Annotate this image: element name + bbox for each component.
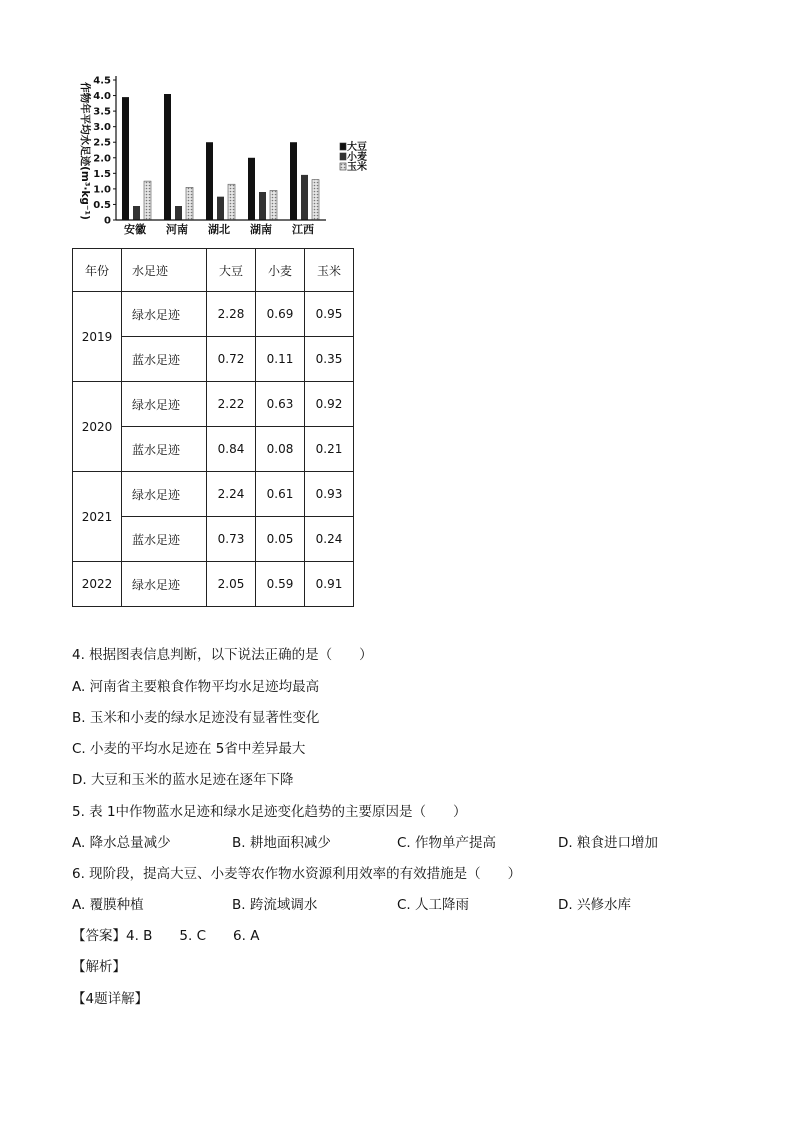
table-row [73,562,354,607]
table-value-cell: 0.92 [305,382,354,427]
table-header-row [73,249,354,292]
table-value-cell: 0.59 [256,562,305,607]
y-tick-label: 2.0 [93,153,111,165]
question-4-option-c: C. 小麦的平均水足迹在 5省中差异最大 [72,741,306,757]
y-tick-label: 1.5 [93,168,111,180]
table-row [73,292,354,337]
table-year-cell: 2020 [73,382,122,472]
question-5-option-a: A. 降水总量减少 [72,835,171,851]
question-5-option-d: D. 粮食进口增加 [558,835,658,851]
legend-label: 大豆 [347,142,367,153]
table-year-cell: 2021 [73,472,122,562]
table-type-cell: 绿水足迹 [122,562,207,607]
question-6-option-a: A. 覆膜种植 [72,897,144,913]
question-6: 6. 现阶段，提高大豆、小麦等农作物水资源利用效率的有效措施是（ ） [72,866,522,882]
x-category-label: 湖北 [208,223,230,236]
legend-swatch [340,163,346,170]
table-value-cell: 0.84 [207,427,256,472]
bar-玉米-湖南 [270,190,277,220]
table-value-cell: 0.72 [207,337,256,382]
table-header-cell: 水足迹 [122,249,207,292]
y-tick-label: 3.5 [93,106,111,118]
table-header-cell: 玉米 [305,249,354,292]
question-5-option-c: C. 作物单产提高 [397,835,497,851]
x-category-label: 江西 [292,223,314,236]
table-header-cell: 小麦 [256,249,305,292]
bar-玉米-湖北 [228,184,235,220]
chart-bars [122,94,319,220]
y-tick-label: 2.5 [93,137,111,149]
table-row [73,472,354,517]
table-value-cell: 2.05 [207,562,256,607]
y-tick-label: 0.5 [93,199,111,211]
table-value-cell: 0.61 [256,472,305,517]
bar-小麦-安徽 [133,206,140,220]
question-4-option-d: D. 大豆和玉米的蓝水足迹在逐年下降 [72,772,294,788]
table-type-cell: 蓝水足迹 [122,517,207,562]
legend-label: 小麦 [347,152,367,163]
table-value-cell: 0.35 [305,337,354,382]
analysis-heading: 【解析】 [72,959,126,975]
table-type-cell: 绿水足迹 [122,472,207,517]
answer-line: 【答案】4. B 5. C 6. A [72,928,260,944]
legend-swatch [340,153,346,160]
question-5: 5. 表 1中作物蓝水足迹和绿水足迹变化趋势的主要原因是（ ） [72,804,467,820]
x-category-label: 湖南 [250,223,272,236]
bar-小麦-江西 [301,175,308,220]
table-value-cell: 0.93 [305,472,354,517]
table-value-cell: 0.05 [256,517,305,562]
bar-小麦-湖南 [259,192,266,220]
table-value-cell: 0.91 [305,562,354,607]
question-6-option-b: B. 跨流域调水 [232,897,318,913]
table-value-cell: 0.95 [305,292,354,337]
bar-大豆-江西 [290,142,297,220]
table-year-cell: 2022 [73,562,122,607]
table-header-cell: 大豆 [207,249,256,292]
table-row [73,382,354,427]
table-value-cell: 0.69 [256,292,305,337]
table-value-cell: 0.08 [256,427,305,472]
y-tick-label: 4.5 [93,75,111,87]
question-4-option-b: B. 玉米和小麦的绿水足迹没有显著性变化 [72,710,320,726]
chart-y-axis-label: 作物年平均水足迹(m³·kg⁻¹) [79,82,91,220]
y-tick-label: 3.0 [93,122,111,134]
question-4: 4. 根据图表信息判断，以下说法正确的是（ ） [72,647,373,663]
chart-y-ticks [93,76,116,227]
bar-大豆-湖北 [206,142,213,220]
y-tick-label: 4.0 [93,91,111,103]
table-value-cell: 0.11 [256,337,305,382]
chart-legend [340,140,367,173]
legend-label: 玉米 [347,162,367,173]
question-4-option-a: A. 河南省主要粮食作物平均水足迹均最高 [72,679,320,695]
x-category-label: 安徽 [124,223,146,236]
bar-大豆-湖南 [248,158,255,220]
question-6-option-d: D. 兴修水库 [558,897,631,913]
detail-heading: 【4题详解】 [72,991,149,1007]
table-value-cell: 2.28 [207,292,256,337]
chart-x-labels [124,222,314,236]
bar-玉米-河南 [186,187,193,220]
table-value-cell: 0.24 [305,517,354,562]
legend-swatch [340,143,346,150]
table-value-cell: 2.24 [207,472,256,517]
bar-小麦-河南 [175,206,182,220]
table-value-cell: 2.22 [207,382,256,427]
question-5-option-b: B. 耕地面积减少 [232,835,331,851]
bar-玉米-江西 [312,180,319,220]
table-value-cell: 0.21 [305,427,354,472]
table-type-cell: 蓝水足迹 [122,427,207,472]
table-type-cell: 绿水足迹 [122,292,207,337]
x-category-label: 河南 [166,223,188,236]
bar-大豆-河南 [164,94,171,220]
table-value-cell: 0.63 [256,382,305,427]
question-6-option-c: C. 人工降雨 [397,897,470,913]
table-type-cell: 绿水足迹 [122,382,207,427]
y-tick-label: 0 [104,215,111,227]
bar-玉米-安徽 [144,181,151,220]
water-footprint-bar-chart [70,70,380,238]
table-year-cell: 2019 [73,292,122,382]
table-type-cell: 蓝水足迹 [122,337,207,382]
table-header-cell: 年份 [73,249,122,292]
bar-小麦-湖北 [217,197,224,220]
water-footprint-table [72,248,354,607]
table-value-cell: 0.73 [207,517,256,562]
bar-大豆-安徽 [122,97,129,220]
y-tick-label: 1.0 [93,184,111,196]
